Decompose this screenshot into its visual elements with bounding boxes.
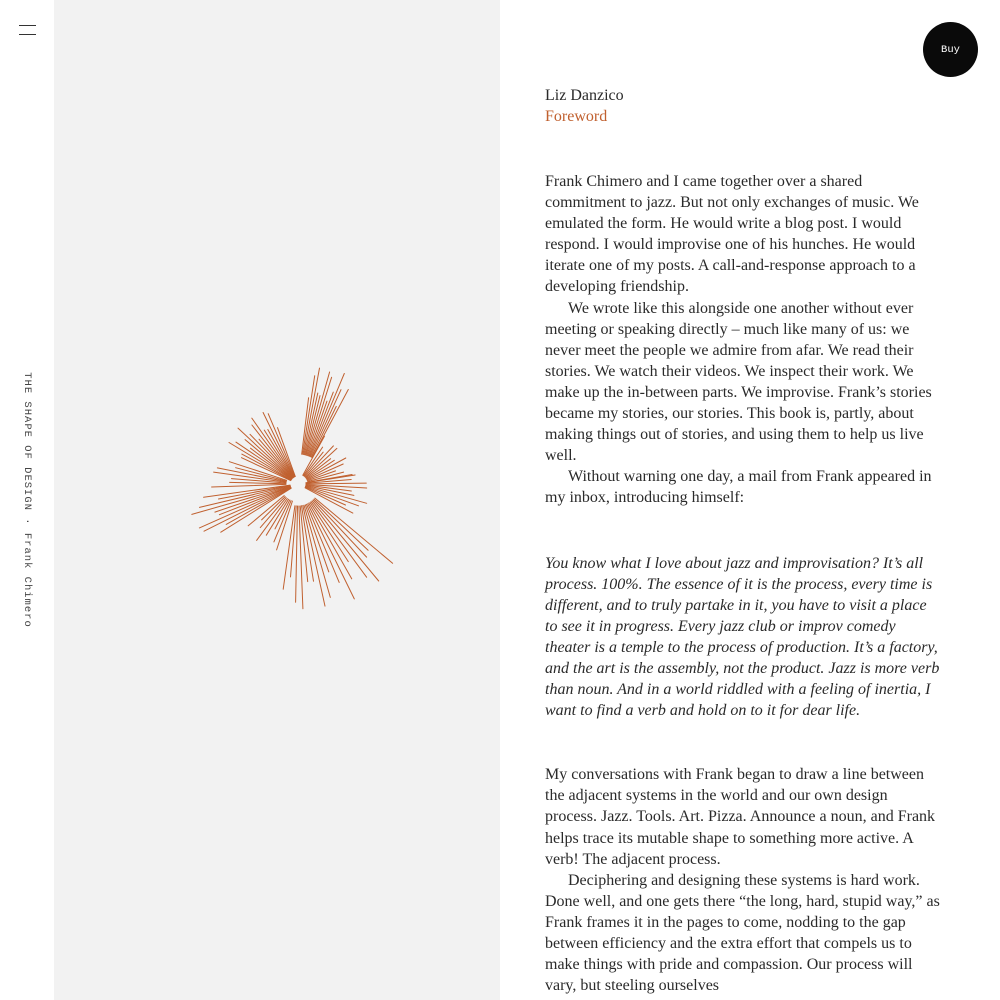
paragraph: My conversations with Frank began to draw a line between the adjacent systems in the world and our own design process. Jazz. Tools. Art. Pizza. Announce a noun, and Frank helps trace its mutable shape to something more active. A verb! The adjacent process. <box>545 766 936 868</box>
illustration-line <box>217 468 286 482</box>
illustration-line <box>204 488 291 532</box>
illustration-line <box>299 506 303 609</box>
menu-line-bottom <box>19 34 36 35</box>
hamburger-menu-icon[interactable] <box>19 24 37 36</box>
illustration-lines <box>192 368 393 609</box>
chapter-content <box>545 85 940 996</box>
illustration-line <box>274 501 291 542</box>
illustration-line <box>200 486 291 508</box>
illustration-line <box>306 483 366 484</box>
radial-lines-illustration <box>54 0 500 1000</box>
paragraph: We wrote like this alongside one another without ever meeting or speaking directly – much like many of us: we never meet the people we admire from afar. We read their stories. We watch their videos. We inspect their work. We make up the in-between parts. We improvise. Frank’s stories became my stories, our stories. This book is, partly, about making things out of stories, and using them to help us live well. <box>545 299 932 465</box>
paragraph: Deciphering and designing these systems is hard work. Done well, and one gets there “the long, hard, stupid way,” as Frank frames it in the pages to come, nodding to the gap between efficiency and the extra effort that compels us to make things with pride and compassion. Our process will vary, but steeling ourselves <box>545 871 940 995</box>
illustration-line <box>212 484 286 487</box>
illustration-line <box>315 498 393 563</box>
body-text-continued <box>545 764 940 996</box>
block-quote: You know what I love about jazz and improvisation? It’s all process. 100%. The essence of it is the process, every time is different, and to truly partake in it, you have to visit a place to see it in progress. Every jazz club or improv comedy theater is a temple to the process of production. It’s a factory, and the art is the assembly, not the product. Jazz is more verb than noun. And in a world riddled with a feeling of inertia, I want to find a verb and hold on to it for dear life. <box>545 554 940 720</box>
paragraph: Without warning one day, a mail from Frank appeared in my inbox, introducing himself: <box>545 468 932 507</box>
illustration-line <box>305 505 329 572</box>
paragraph: Frank Chimero and I came together over a shared commitment to jazz. But not only exchanges of music. We emulated the form. He would write a blog post. I would respond. I would improvise one of his hunches. He would iterate one of my posts. A call-and-response approach to a developing friendship. <box>545 173 919 296</box>
illustration-line <box>306 372 330 455</box>
body-text-intro <box>545 171 940 509</box>
buy-button[interactable]: Buy <box>923 22 978 77</box>
menu-line-top <box>19 25 36 26</box>
chapter-title: Foreword <box>545 108 608 125</box>
left-rail <box>0 0 54 1000</box>
illustration-line <box>252 425 293 478</box>
book-title-vertical: THE SHAPE OF DESIGN · Frank Chimero <box>21 372 33 628</box>
chapter-author: Liz Danzico <box>545 87 624 104</box>
illustration-line <box>296 506 298 602</box>
illustration-line <box>311 502 367 578</box>
illustration-panel <box>54 0 500 1000</box>
